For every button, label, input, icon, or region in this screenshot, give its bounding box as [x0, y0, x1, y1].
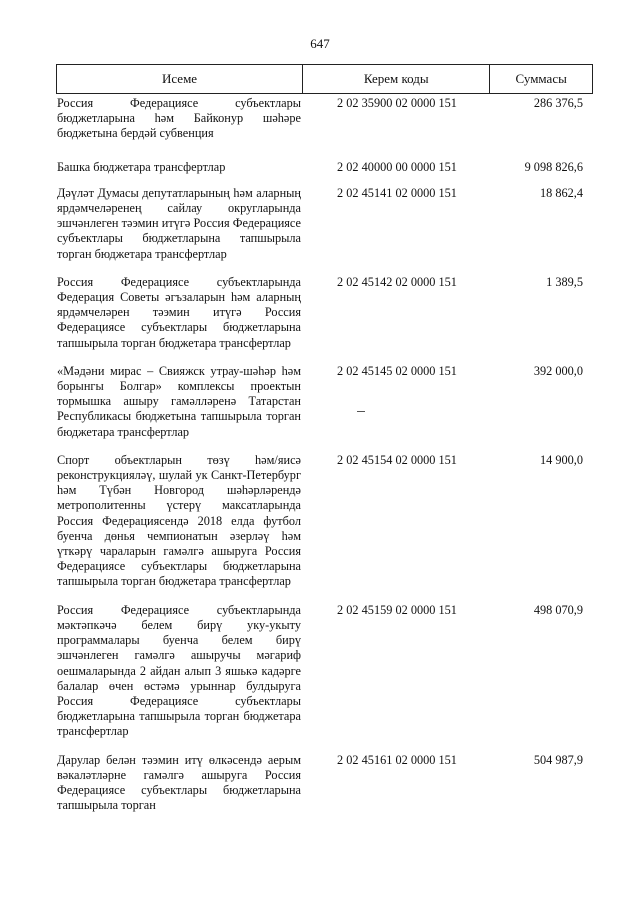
row-name: Россия Федерациясе субъектлары бюджетларына һәм Байконур шәһәре бюджетына бердәй субвенция — [57, 96, 301, 141]
table-row — [56, 186, 593, 262]
row-name: Башка бюджетара трансфертлар — [57, 159, 226, 174]
row-sum: 14 900,0 — [539, 452, 583, 467]
row-name: Россия Федерациясе субъектларында Федерация Советы әгъзаларын һәм аларның ярдәмчеләрен тәэмин итүгә Россия Федерациясе субъектлары бюджетларына тапшырыла торган бюджетара трансфертлар — [57, 274, 301, 350]
page-number: 647 — [310, 36, 330, 51]
table-row — [56, 753, 593, 814]
row-name: «Мәдәни мирас – Свияжск утрау-шәһәр һәм борынгы Болгар» комплексы проектын тормышка ашыру гамәлләренә Татарстан Республикасы бюджетына тапшырыла торган бюджетара трансфертлар — [57, 363, 301, 439]
row-code: 2 02 40000 00 0000 151 — [337, 159, 457, 174]
row-sum: 392 000,0 — [533, 363, 583, 378]
row-sum: 1 389,5 — [546, 274, 583, 289]
row-code: 2 02 45154 02 0000 151 — [337, 452, 457, 467]
row-name: Россия Федерациясе субъектларында мәктәпкәчә белем бирү уку-укыту программалары буенча белем бирү эшчәнлеген гамәлгә ашыручы мәгариф оешмаларында 2 айдан алып 3 яшькә кадәрге балалар өчен өстәмә урыннар булдыруга Россия Федерациясе субъектлары бюджетларына тапшырыла торган бюджетара трансфертлар — [57, 602, 301, 739]
row-code: 2 02 45141 02 0000 151 — [337, 185, 457, 200]
table-row — [56, 453, 593, 590]
row-name: Спорт объектларын төзү һәм/яисә реконструкцияләү, шулай ук Санкт-Петербург һәм Түбән Новгород шәһәрләрендә метрополитенны үстерү максатларында Россия Федерациясендә 2018 елда футбол буенча дөнья чемпионатын әзерләү һәм үткәрү чараларын гамәлгә ашыруга Россия Федерациясе субъектлары бюджетларына тапшырыла торган бюджетара трансфертлар — [57, 452, 301, 589]
table-row — [56, 603, 593, 740]
header-name: Исеме — [57, 65, 303, 93]
table-row — [56, 364, 593, 440]
row-sum: 18 862,4 — [539, 185, 583, 200]
row-name: Дәүләт Думасы депутатларының һәм аларның ярдәмчеләренең сайлау округларында эшчәнлеген тәэмин итүгә Россия Федерациясе субъектлары бюджетларына тапшырыла торган бюджетара трансфертлар — [57, 185, 301, 261]
header-code: Керем коды — [303, 65, 490, 93]
table-row — [56, 96, 593, 142]
row-code: 2 02 45159 02 0000 151 — [337, 602, 457, 617]
row-sum: 504 987,9 — [533, 752, 583, 767]
row-code: 2 02 35900 02 0000 151 — [337, 96, 457, 110]
scan-speck — [357, 411, 365, 412]
table-row — [56, 160, 593, 175]
row-code: 2 02 45142 02 0000 151 — [337, 274, 457, 289]
table-header — [56, 64, 593, 94]
row-sum: 498 070,9 — [533, 602, 583, 617]
table-row — [56, 275, 593, 351]
row-name: Дарулар белән тәэмин итү өлкәсендә аерым вәкаләтләрне гамәлгә ашыруга Россия Федерациясе субъектлары бюджетларына тапшырыла торган — [57, 752, 301, 813]
row-sum: 286 376,5 — [533, 96, 583, 110]
row-code: 2 02 45145 02 0000 151 — [337, 363, 457, 378]
row-code: 2 02 45161 02 0000 151 — [337, 752, 457, 767]
budget-table — [56, 64, 593, 813]
row-sum: 9 098 826,6 — [524, 159, 583, 174]
header-sum: Суммасы — [515, 71, 567, 86]
